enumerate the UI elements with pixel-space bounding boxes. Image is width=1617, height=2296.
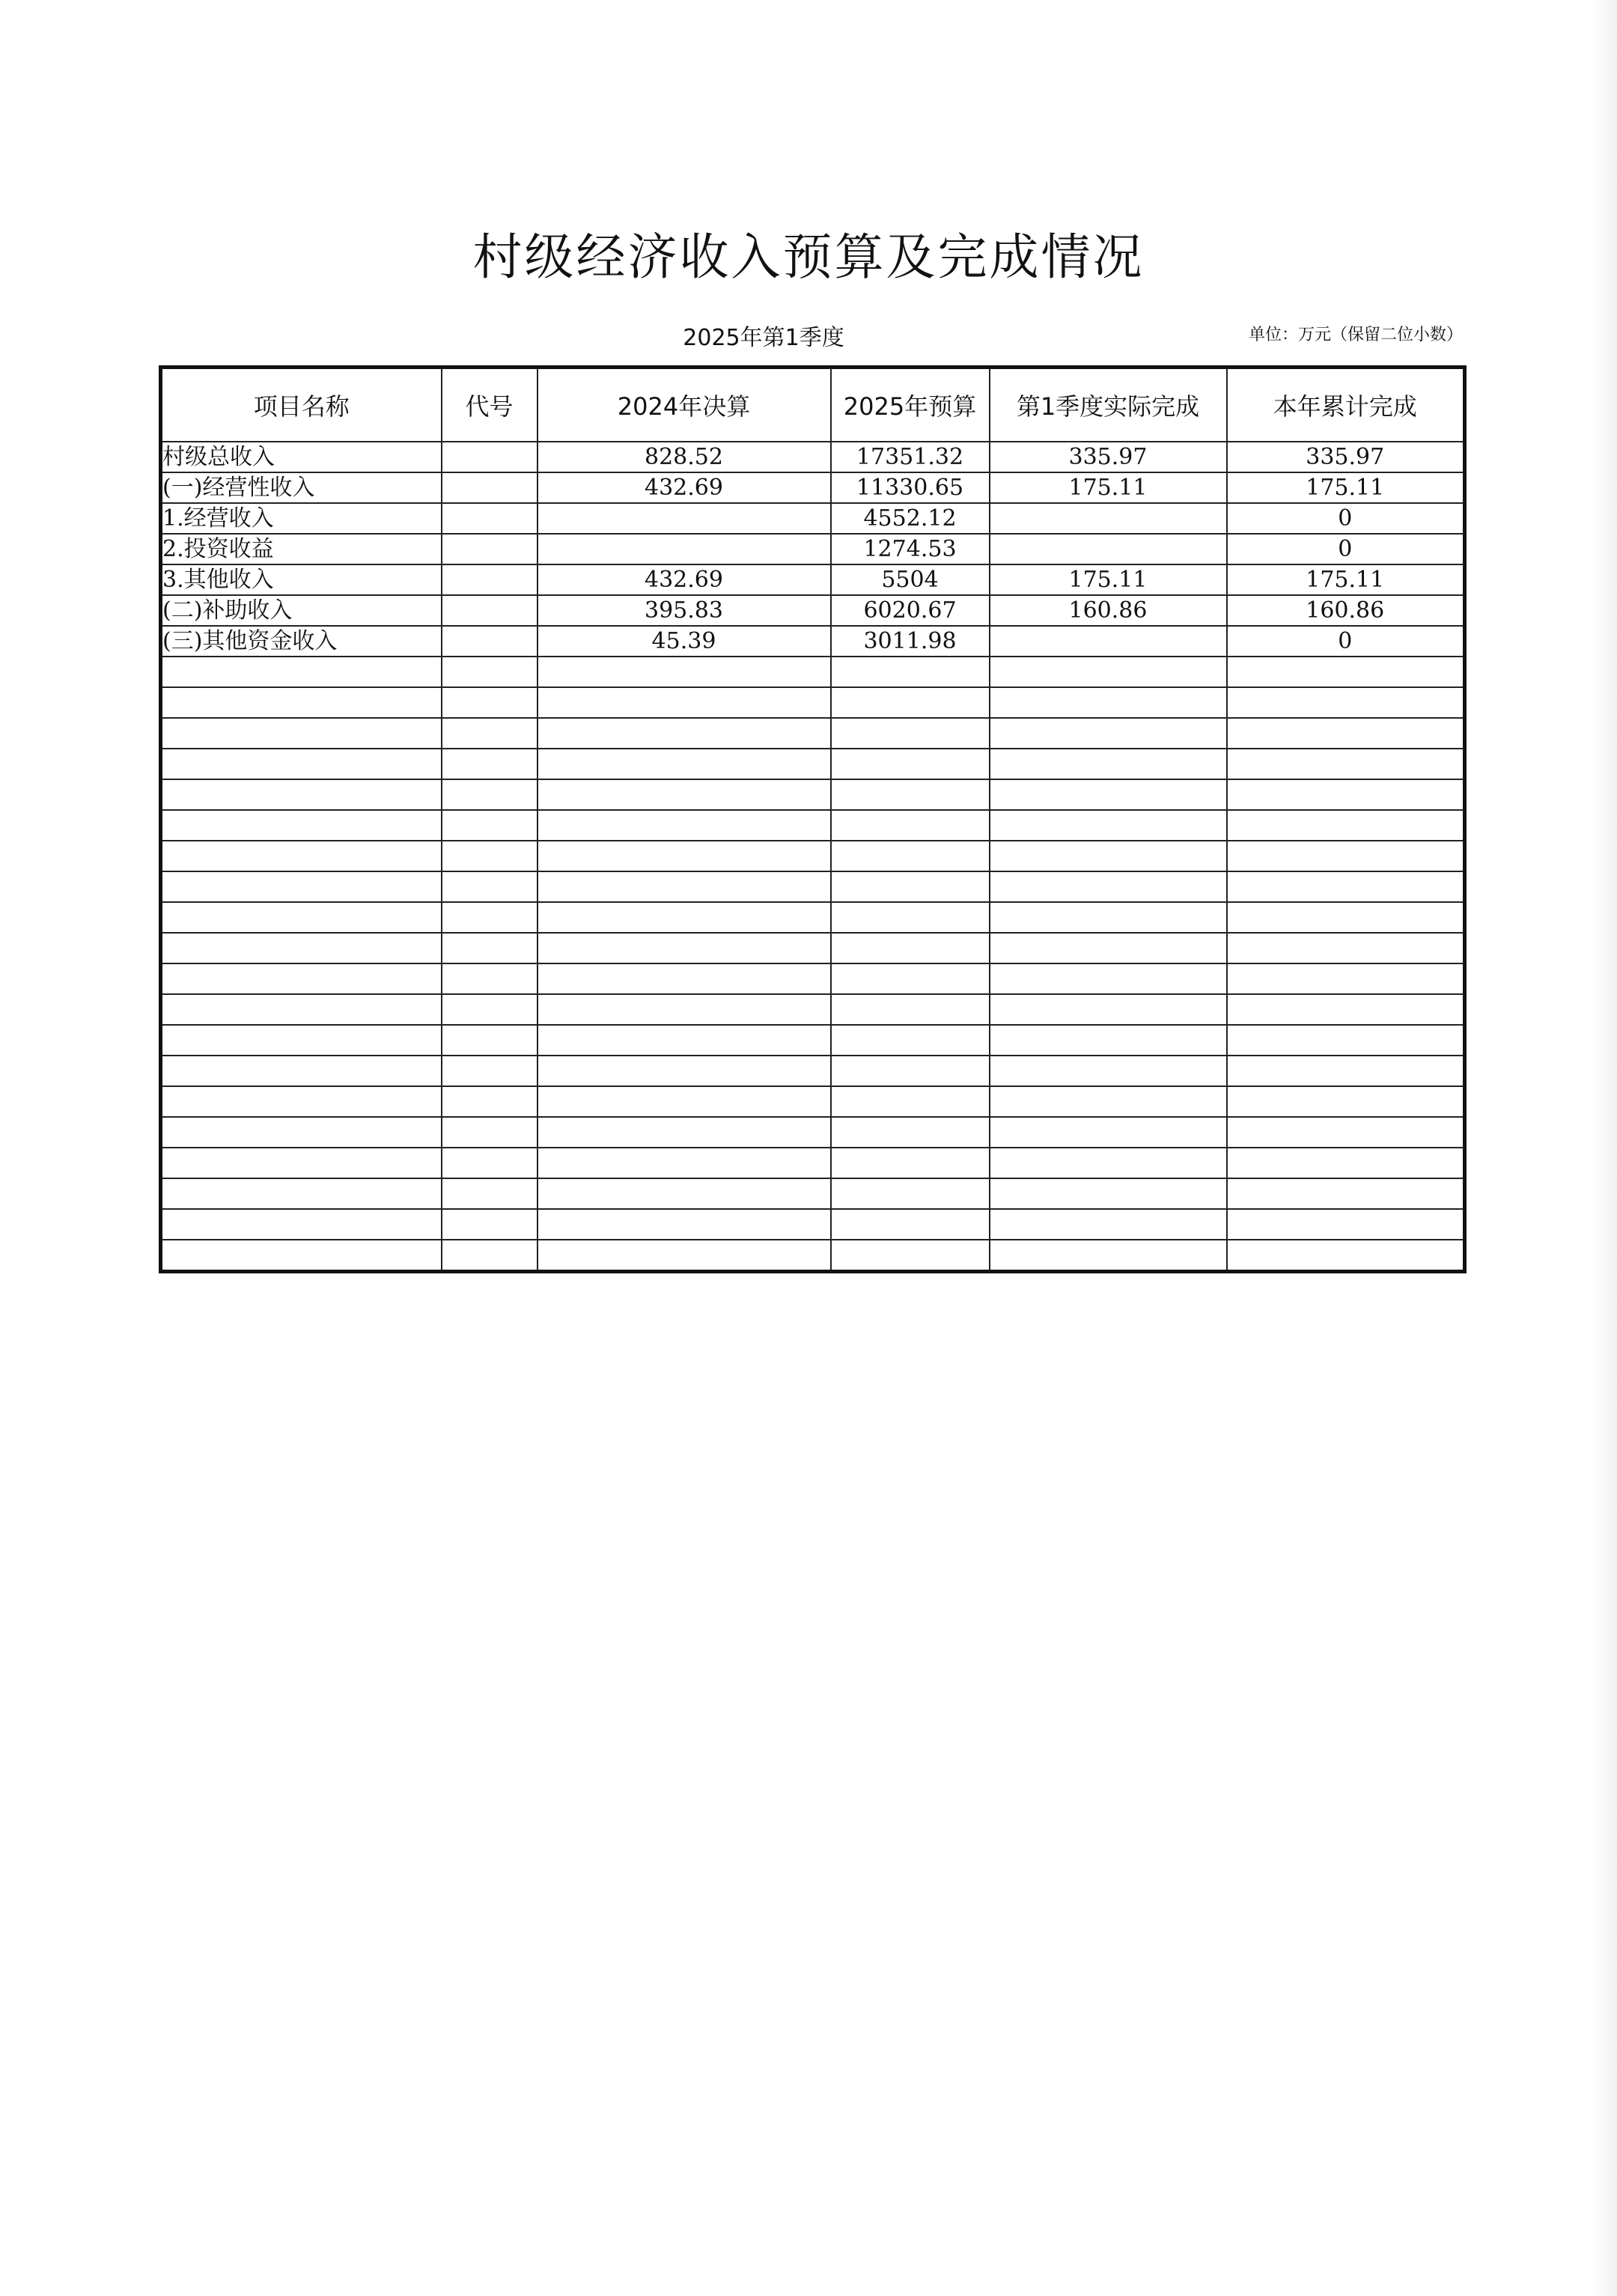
empty-cell bbox=[161, 810, 442, 841]
empty-cell bbox=[831, 1178, 990, 1209]
empty-cell bbox=[161, 1025, 442, 1056]
empty-cell bbox=[1227, 779, 1465, 810]
empty-cell bbox=[1227, 1148, 1465, 1178]
empty-cell bbox=[990, 779, 1227, 810]
empty-cell bbox=[442, 963, 538, 994]
empty-cell bbox=[1227, 718, 1465, 749]
empty-cell bbox=[442, 1117, 538, 1148]
empty-cell bbox=[1227, 1025, 1465, 1056]
empty-cell bbox=[538, 1178, 831, 1209]
empty-cell bbox=[1227, 749, 1465, 779]
empty-cell bbox=[1227, 841, 1465, 871]
empty-cell bbox=[442, 1056, 538, 1086]
row-final-2024 bbox=[538, 503, 831, 534]
empty-cell bbox=[990, 1086, 1227, 1117]
row-budget-2025: 3011.98 bbox=[831, 626, 990, 657]
column-header-code: 代号 bbox=[442, 368, 538, 442]
row-budget-2025: 17351.32 bbox=[831, 442, 990, 472]
empty-cell bbox=[538, 1117, 831, 1148]
empty-cell bbox=[161, 871, 442, 902]
empty-cell bbox=[1227, 657, 1465, 687]
empty-table-row bbox=[161, 657, 1465, 687]
empty-cell bbox=[1227, 933, 1465, 963]
empty-cell bbox=[1227, 1178, 1465, 1209]
table-body bbox=[161, 442, 1465, 1272]
empty-table-row bbox=[161, 1209, 1465, 1240]
empty-cell bbox=[990, 1056, 1227, 1086]
empty-table-row bbox=[161, 1117, 1465, 1148]
empty-cell bbox=[831, 779, 990, 810]
empty-cell bbox=[831, 902, 990, 933]
empty-cell bbox=[442, 687, 538, 718]
empty-cell bbox=[990, 657, 1227, 687]
empty-cell bbox=[442, 657, 538, 687]
empty-table-row bbox=[161, 779, 1465, 810]
table-row bbox=[161, 503, 1465, 534]
empty-cell bbox=[161, 1117, 442, 1148]
empty-cell bbox=[990, 1209, 1227, 1240]
row-final-2024: 395.83 bbox=[538, 595, 831, 626]
page-edge bbox=[1592, 0, 1617, 2296]
empty-cell bbox=[442, 810, 538, 841]
empty-cell bbox=[831, 810, 990, 841]
empty-cell bbox=[1227, 1117, 1465, 1148]
empty-cell bbox=[1227, 810, 1465, 841]
empty-cell bbox=[442, 1025, 538, 1056]
empty-cell bbox=[161, 1148, 442, 1178]
row-ytd: 335.97 bbox=[1227, 442, 1465, 472]
empty-cell bbox=[1227, 1056, 1465, 1086]
row-q1-actual: 175.11 bbox=[990, 564, 1227, 595]
empty-cell bbox=[161, 1086, 442, 1117]
empty-cell bbox=[442, 1148, 538, 1178]
table-row bbox=[161, 442, 1465, 472]
empty-table-row bbox=[161, 1178, 1465, 1209]
empty-cell bbox=[161, 1178, 442, 1209]
row-code bbox=[442, 626, 538, 657]
empty-cell bbox=[990, 1240, 1227, 1272]
row-name: 1.经营收入 bbox=[161, 503, 442, 534]
empty-cell bbox=[161, 749, 442, 779]
row-ytd: 175.11 bbox=[1227, 472, 1465, 503]
empty-table-row bbox=[161, 841, 1465, 871]
empty-table-row bbox=[161, 902, 1465, 933]
empty-cell bbox=[1227, 994, 1465, 1025]
row-code bbox=[442, 472, 538, 503]
empty-cell bbox=[538, 687, 831, 718]
empty-cell bbox=[161, 841, 442, 871]
empty-cell bbox=[1227, 1209, 1465, 1240]
report-period: 2025年第1季度 bbox=[683, 325, 844, 351]
row-final-2024: 432.69 bbox=[538, 472, 831, 503]
empty-table-row bbox=[161, 1086, 1465, 1117]
empty-cell bbox=[831, 1025, 990, 1056]
empty-cell bbox=[538, 718, 831, 749]
row-budget-2025: 6020.67 bbox=[831, 595, 990, 626]
empty-cell bbox=[831, 749, 990, 779]
empty-cell bbox=[442, 933, 538, 963]
empty-cell bbox=[161, 902, 442, 933]
empty-cell bbox=[831, 994, 990, 1025]
row-code bbox=[442, 442, 538, 472]
row-q1-actual bbox=[990, 503, 1227, 534]
table-row bbox=[161, 626, 1465, 657]
row-budget-2025: 4552.12 bbox=[831, 503, 990, 534]
empty-cell bbox=[831, 1148, 990, 1178]
row-name: 村级总收入 bbox=[161, 442, 442, 472]
empty-cell bbox=[831, 657, 990, 687]
row-code bbox=[442, 595, 538, 626]
empty-cell bbox=[990, 687, 1227, 718]
row-ytd: 0 bbox=[1227, 626, 1465, 657]
empty-cell bbox=[538, 994, 831, 1025]
column-header-final-2024: 2024年决算 bbox=[538, 368, 831, 442]
empty-table-row bbox=[161, 871, 1465, 902]
empty-table-row bbox=[161, 749, 1465, 779]
empty-cell bbox=[831, 1209, 990, 1240]
table-header-row bbox=[161, 368, 1465, 442]
empty-table-row bbox=[161, 1148, 1465, 1178]
empty-table-row bbox=[161, 687, 1465, 718]
empty-cell bbox=[990, 718, 1227, 749]
row-ytd: 175.11 bbox=[1227, 564, 1465, 595]
empty-cell bbox=[161, 1240, 442, 1272]
empty-cell bbox=[990, 902, 1227, 933]
income-budget-table bbox=[159, 365, 1467, 1273]
empty-table-row bbox=[161, 963, 1465, 994]
empty-cell bbox=[1227, 963, 1465, 994]
empty-cell bbox=[442, 871, 538, 902]
empty-cell bbox=[161, 657, 442, 687]
row-name: 2.投资收益 bbox=[161, 534, 442, 564]
row-budget-2025: 1274.53 bbox=[831, 534, 990, 564]
empty-cell bbox=[1227, 871, 1465, 902]
row-name: (三)其他资金收入 bbox=[161, 626, 442, 657]
empty-cell bbox=[831, 1117, 990, 1148]
empty-cell bbox=[161, 994, 442, 1025]
empty-cell bbox=[442, 902, 538, 933]
row-q1-actual: 160.86 bbox=[990, 595, 1227, 626]
row-final-2024 bbox=[538, 534, 831, 564]
row-ytd: 0 bbox=[1227, 503, 1465, 534]
empty-cell bbox=[831, 1056, 990, 1086]
empty-cell bbox=[538, 933, 831, 963]
empty-cell bbox=[161, 963, 442, 994]
empty-cell bbox=[990, 963, 1227, 994]
empty-table-row bbox=[161, 718, 1465, 749]
empty-cell bbox=[538, 1148, 831, 1178]
empty-table-row bbox=[161, 1056, 1465, 1086]
empty-cell bbox=[161, 718, 442, 749]
empty-cell bbox=[442, 1209, 538, 1240]
row-budget-2025: 5504 bbox=[831, 564, 990, 595]
empty-cell bbox=[831, 1240, 990, 1272]
row-ytd: 0 bbox=[1227, 534, 1465, 564]
empty-table-row bbox=[161, 1025, 1465, 1056]
row-code bbox=[442, 503, 538, 534]
empty-cell bbox=[831, 841, 990, 871]
column-header-ytd: 本年累计完成 bbox=[1227, 368, 1465, 442]
table-row bbox=[161, 564, 1465, 595]
empty-cell bbox=[990, 1178, 1227, 1209]
row-q1-actual: 335.97 bbox=[990, 442, 1227, 472]
empty-cell bbox=[990, 1148, 1227, 1178]
empty-cell bbox=[990, 749, 1227, 779]
row-budget-2025: 11330.65 bbox=[831, 472, 990, 503]
empty-cell bbox=[1227, 1240, 1465, 1272]
empty-cell bbox=[831, 963, 990, 994]
empty-cell bbox=[538, 749, 831, 779]
empty-cell bbox=[538, 657, 831, 687]
empty-table-row bbox=[161, 994, 1465, 1025]
empty-cell bbox=[538, 1209, 831, 1240]
empty-cell bbox=[990, 810, 1227, 841]
empty-cell bbox=[538, 1056, 831, 1086]
empty-table-row bbox=[161, 810, 1465, 841]
empty-cell bbox=[442, 718, 538, 749]
row-code bbox=[442, 564, 538, 595]
table-row bbox=[161, 534, 1465, 564]
empty-cell bbox=[831, 1086, 990, 1117]
document-title: 村级经济收入预算及完成情况 bbox=[472, 228, 1145, 286]
empty-cell bbox=[538, 841, 831, 871]
empty-cell bbox=[990, 933, 1227, 963]
column-header-q1-actual: 第1季度实际完成 bbox=[990, 368, 1227, 442]
empty-cell bbox=[990, 1117, 1227, 1148]
empty-cell bbox=[538, 779, 831, 810]
empty-cell bbox=[831, 871, 990, 902]
empty-cell bbox=[442, 779, 538, 810]
empty-cell bbox=[538, 963, 831, 994]
empty-cell bbox=[831, 933, 990, 963]
row-name: (二)补助收入 bbox=[161, 595, 442, 626]
empty-cell bbox=[990, 871, 1227, 902]
empty-cell bbox=[990, 1025, 1227, 1056]
empty-cell bbox=[161, 933, 442, 963]
empty-cell bbox=[442, 749, 538, 779]
empty-cell bbox=[538, 871, 831, 902]
row-final-2024: 828.52 bbox=[538, 442, 831, 472]
empty-cell bbox=[1227, 687, 1465, 718]
empty-cell bbox=[161, 1209, 442, 1240]
row-ytd: 160.86 bbox=[1227, 595, 1465, 626]
empty-table-row bbox=[161, 933, 1465, 963]
empty-cell bbox=[442, 994, 538, 1025]
empty-cell bbox=[161, 779, 442, 810]
empty-cell bbox=[831, 718, 990, 749]
empty-cell bbox=[442, 1240, 538, 1272]
row-name: 3.其他收入 bbox=[161, 564, 442, 595]
empty-cell bbox=[538, 810, 831, 841]
table-row bbox=[161, 595, 1465, 626]
row-name: (一)经营性收入 bbox=[161, 472, 442, 503]
empty-cell bbox=[161, 687, 442, 718]
empty-cell bbox=[990, 994, 1227, 1025]
row-q1-actual: 175.11 bbox=[990, 472, 1227, 503]
row-final-2024: 432.69 bbox=[538, 564, 831, 595]
empty-cell bbox=[161, 1056, 442, 1086]
empty-cell bbox=[538, 902, 831, 933]
empty-cell bbox=[1227, 1086, 1465, 1117]
empty-cell bbox=[538, 1025, 831, 1056]
row-final-2024: 45.39 bbox=[538, 626, 831, 657]
row-q1-actual bbox=[990, 534, 1227, 564]
empty-cell bbox=[442, 1178, 538, 1209]
empty-cell bbox=[442, 841, 538, 871]
empty-cell bbox=[831, 687, 990, 718]
empty-cell bbox=[538, 1240, 831, 1272]
empty-cell bbox=[1227, 902, 1465, 933]
empty-cell bbox=[538, 1086, 831, 1117]
empty-cell bbox=[442, 1086, 538, 1117]
row-code bbox=[442, 534, 538, 564]
column-header-budget-2025: 2025年预算 bbox=[831, 368, 990, 442]
column-header-item-name: 项目名称 bbox=[161, 368, 442, 442]
empty-cell bbox=[990, 841, 1227, 871]
unit-note: 单位：万元（保留二位小数） bbox=[1248, 326, 1463, 344]
row-q1-actual bbox=[990, 626, 1227, 657]
table-row bbox=[161, 472, 1465, 503]
empty-table-row bbox=[161, 1240, 1465, 1272]
